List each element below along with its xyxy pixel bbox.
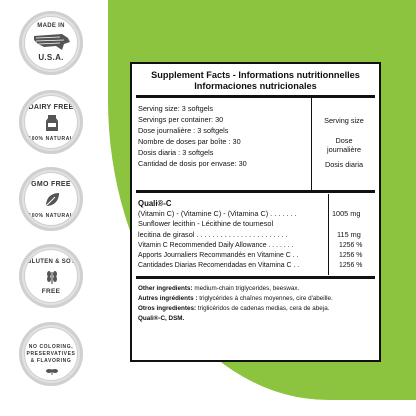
badge-title: GMO FREE [31,181,71,188]
otros-ingredientes-label: Otros ingredientes: [138,305,197,312]
divider [136,190,375,193]
badge-label: 100% NATURAL [28,213,74,219]
facts-row-label: Cantidades Diarias Recomendadas en Vitamina C . . [138,262,300,269]
dose-header: Dose [335,136,353,145]
divider [136,276,375,279]
divider [136,95,375,98]
badge-line: NO COLORING, [28,344,74,350]
leaf-icon [43,191,61,209]
serving-row: Dose journalière : 3 softgels [138,126,229,135]
panel-title: Supplement Facts - Informations nutritionnelles [151,70,360,80]
badge-title: MADE IN [37,23,65,29]
badge-line: & FLAVORING [30,358,72,364]
badge-label: FREE [41,288,61,295]
wheat-icon [42,269,62,285]
leaf-sprig-icon [45,367,59,376]
dosis-header: Dosis diaria [324,160,364,169]
autres-ingredients-text: triglycérides à chaînes moyennes, cire d'abeille. [197,295,333,302]
otros-ingredientes-text: triglicéridos de cadenas medias, cera de abeja. [196,305,330,312]
facts-row-amount: 1256 % [339,242,363,249]
ingredient-title: Quali®-C [138,199,172,208]
facts-row-amount: 115 mg [337,230,361,239]
gmo-free-badge [19,167,83,231]
facts-row-label: lecitina de girasol . . . . . . . . . . . . . . . . . . . . . . . [138,230,288,239]
serving-row: Nombre de doses par boîte : 30 [138,137,241,146]
made-in-usa-badge [19,11,83,75]
badge-label: 100% NATURAL [28,136,74,142]
other-ingredients-text: medium-chain triglycerides, beeswax. [192,285,300,292]
supplement-facts-panel [130,62,381,362]
badge-title: DAIRY FREE [28,104,74,111]
dose-header-2: journalière [326,145,362,154]
trademark-line: Quali®-C, DSM. [138,315,185,322]
facts-row-label: Apports Journaliers Recommandés en Vitamine C . . [138,252,299,259]
facts-row-amount: 1256 % [339,262,363,269]
other-ingredients-line [138,284,299,293]
gluten-soy-free-badge [19,244,83,308]
badge-title: GLUTEN & SOY [26,259,76,265]
amount-column-divider [328,194,329,275]
panel-subtitle: Informaciones nutricionales [194,81,317,91]
badge-label: U.S.A. [38,53,64,62]
usa-map-icon [32,32,72,52]
facts-row-label: (Vitamin C) - (Vitamine C) - (Vitamina C) . . . . . . . [138,209,297,218]
serving-row: Serving size: 3 softgels [138,104,214,113]
other-ingredients-label: Other ingredients: [138,285,193,292]
milk-carton-icon [44,114,60,132]
dairy-free-badge [19,90,83,154]
column-divider [311,98,312,190]
badge-line: PRESERVATIVES [26,351,76,357]
facts-row-amount: 1256 % [339,252,363,259]
facts-row-label: Vitamin C Recommended Daily Allowance . . . . . . . [138,242,294,249]
no-coloring-badge [19,322,83,386]
autres-ingredients-label: Autres ingrédients : [138,295,198,302]
serving-row: Dosis diaria : 3 softgels [138,148,214,157]
serving-row: Cantidad de dosis por envase: 30 [138,159,247,168]
autres-ingredients-line [138,294,333,303]
facts-row-amount: 1005 mg [332,209,361,218]
otros-ingredientes-line [138,304,329,313]
serving-size-header: Serving size [324,116,364,125]
facts-row-label: Sunflower lecithin - Lécithine de tournesol [138,219,274,228]
serving-row: Servings per container: 30 [138,115,224,124]
